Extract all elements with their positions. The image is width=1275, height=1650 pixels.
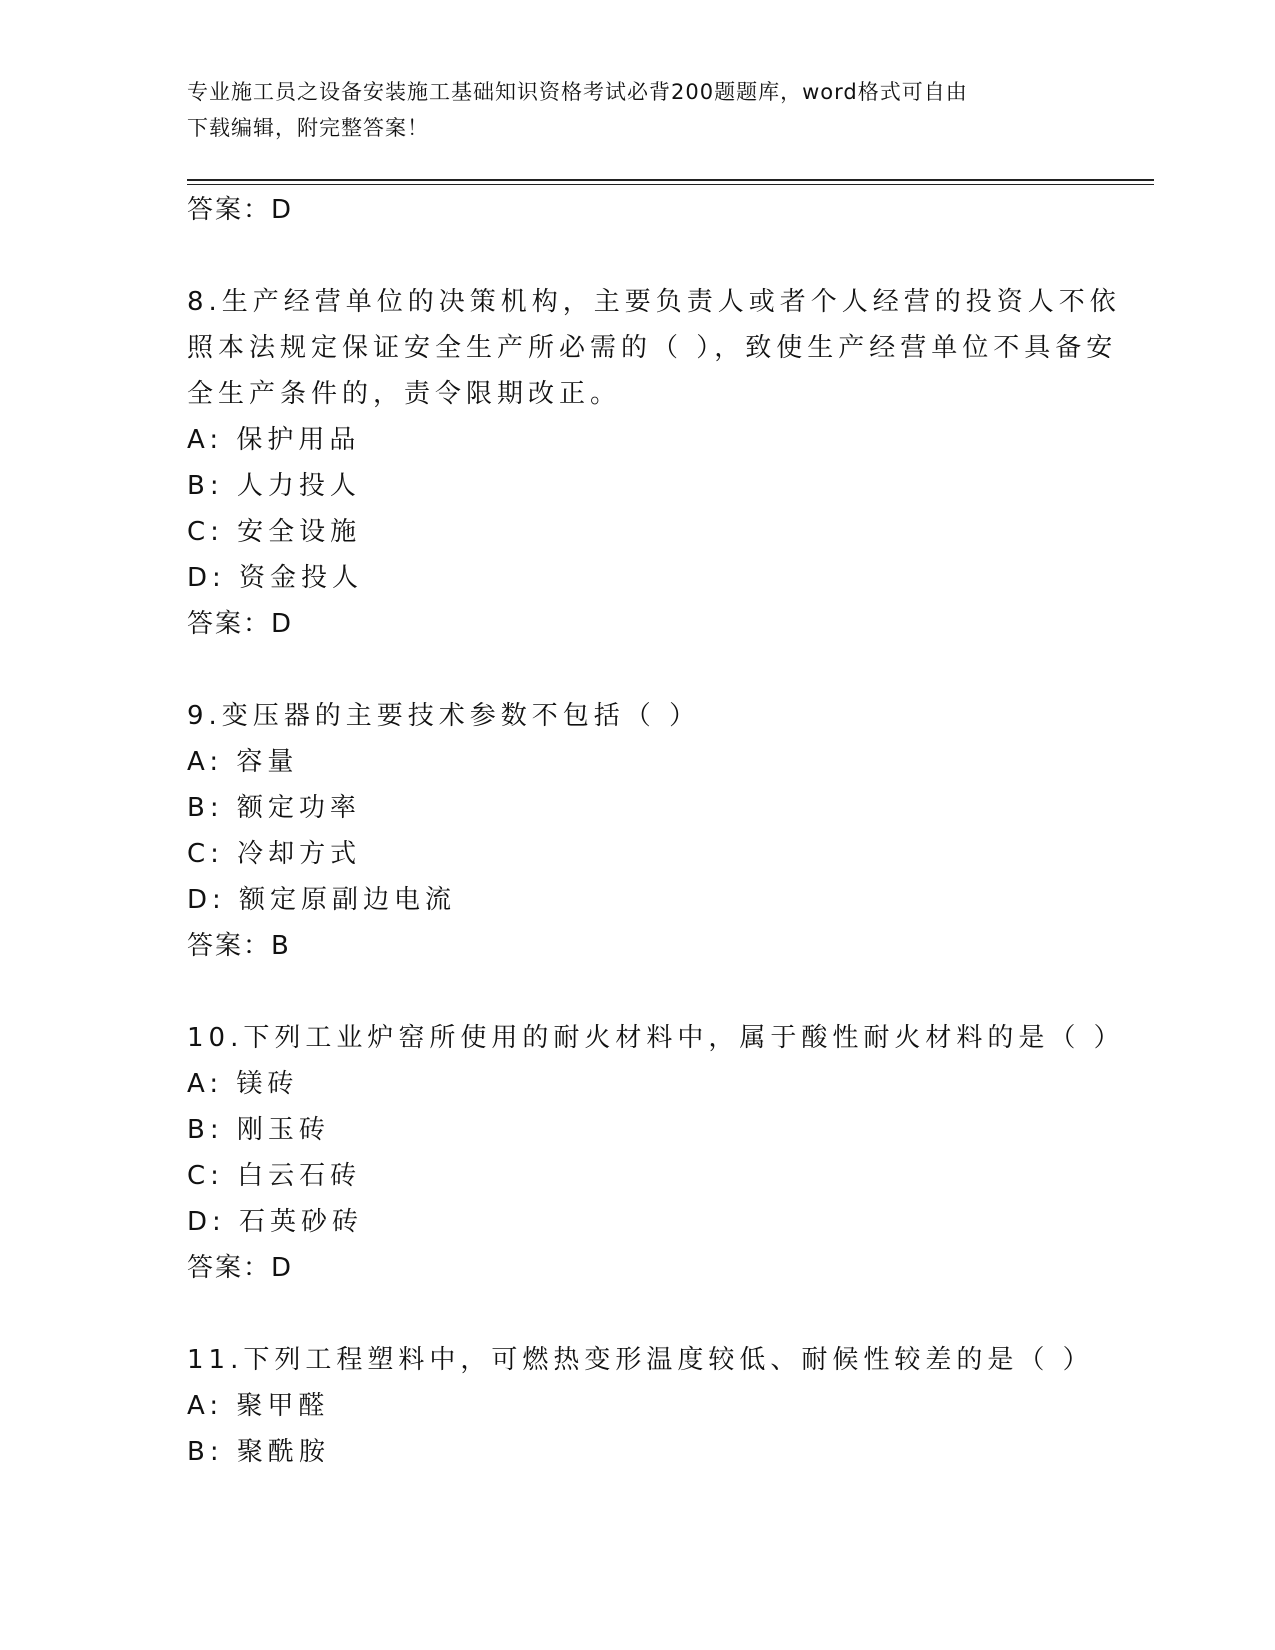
spacer xyxy=(187,233,1087,279)
question-block-10 xyxy=(187,1015,1125,1291)
answer-line: 答案：D xyxy=(187,1253,294,1283)
question-stem-line: 照本法规定保证安全生产所必需的（ ），致使生产经营单位不具备安 xyxy=(187,333,1118,363)
answer-line: 答案：D xyxy=(187,609,294,639)
answer-line: 答案：D xyxy=(187,195,294,225)
option-c: C: 冷却方式 xyxy=(187,839,362,869)
answer-line: 答案：B xyxy=(187,931,291,961)
option-a: A: 镁砖 xyxy=(187,1069,299,1099)
question-stem-line: 9.变压器的主要技术参数不包括（ ） xyxy=(187,701,701,731)
question-block-8 xyxy=(187,279,1121,647)
spacer xyxy=(187,647,1087,693)
option-b: B: 人力投人 xyxy=(187,471,361,501)
header-divider-thin xyxy=(187,184,1154,185)
option-b: B: 额定功率 xyxy=(187,793,361,823)
question-stem-line: 8.生产经营单位的决策机构，主要负责人或者个人经营的投资人不依 xyxy=(187,287,1121,317)
question-stem-line: 全生产条件的，责令限期改正。 xyxy=(187,379,622,409)
question-stem-line: 11.下列工程塑料中，可燃热变形温度较低、耐候性较差的是（ ） xyxy=(187,1345,1094,1375)
option-a: A: 聚甲醛 xyxy=(187,1391,330,1421)
header-line-1: 专业施工员之设备安装施工基础知识资格考试必背200题题库，word格式可自由 xyxy=(187,80,968,104)
option-c: C: 安全设施 xyxy=(187,517,362,547)
spacer xyxy=(187,1291,1087,1337)
option-b: B: 聚酰胺 xyxy=(187,1437,330,1467)
option-b: B: 刚玉砖 xyxy=(187,1115,330,1145)
document-header xyxy=(187,74,1087,146)
question-list xyxy=(187,187,1125,1475)
option-a: A: 保护用品 xyxy=(187,425,361,455)
header-line-2: 下载编辑，附完整答案！ xyxy=(187,116,429,140)
header-divider-thick xyxy=(187,179,1154,181)
question-block-11 xyxy=(187,1337,1094,1475)
option-d: D: 额定原副边电流 xyxy=(187,885,457,915)
option-d: D: 石英砂砖 xyxy=(187,1207,364,1237)
option-c: C: 白云石砖 xyxy=(187,1161,362,1191)
option-d: D: 资金投人 xyxy=(187,563,364,593)
question-block-9 xyxy=(187,693,1087,969)
spacer xyxy=(187,969,1087,1015)
question-stem-line: 10.下列工业炉窑所使用的耐火材料中，属于酸性耐火材料的是（ ） xyxy=(187,1023,1125,1053)
option-a: A: 容量 xyxy=(187,747,299,777)
